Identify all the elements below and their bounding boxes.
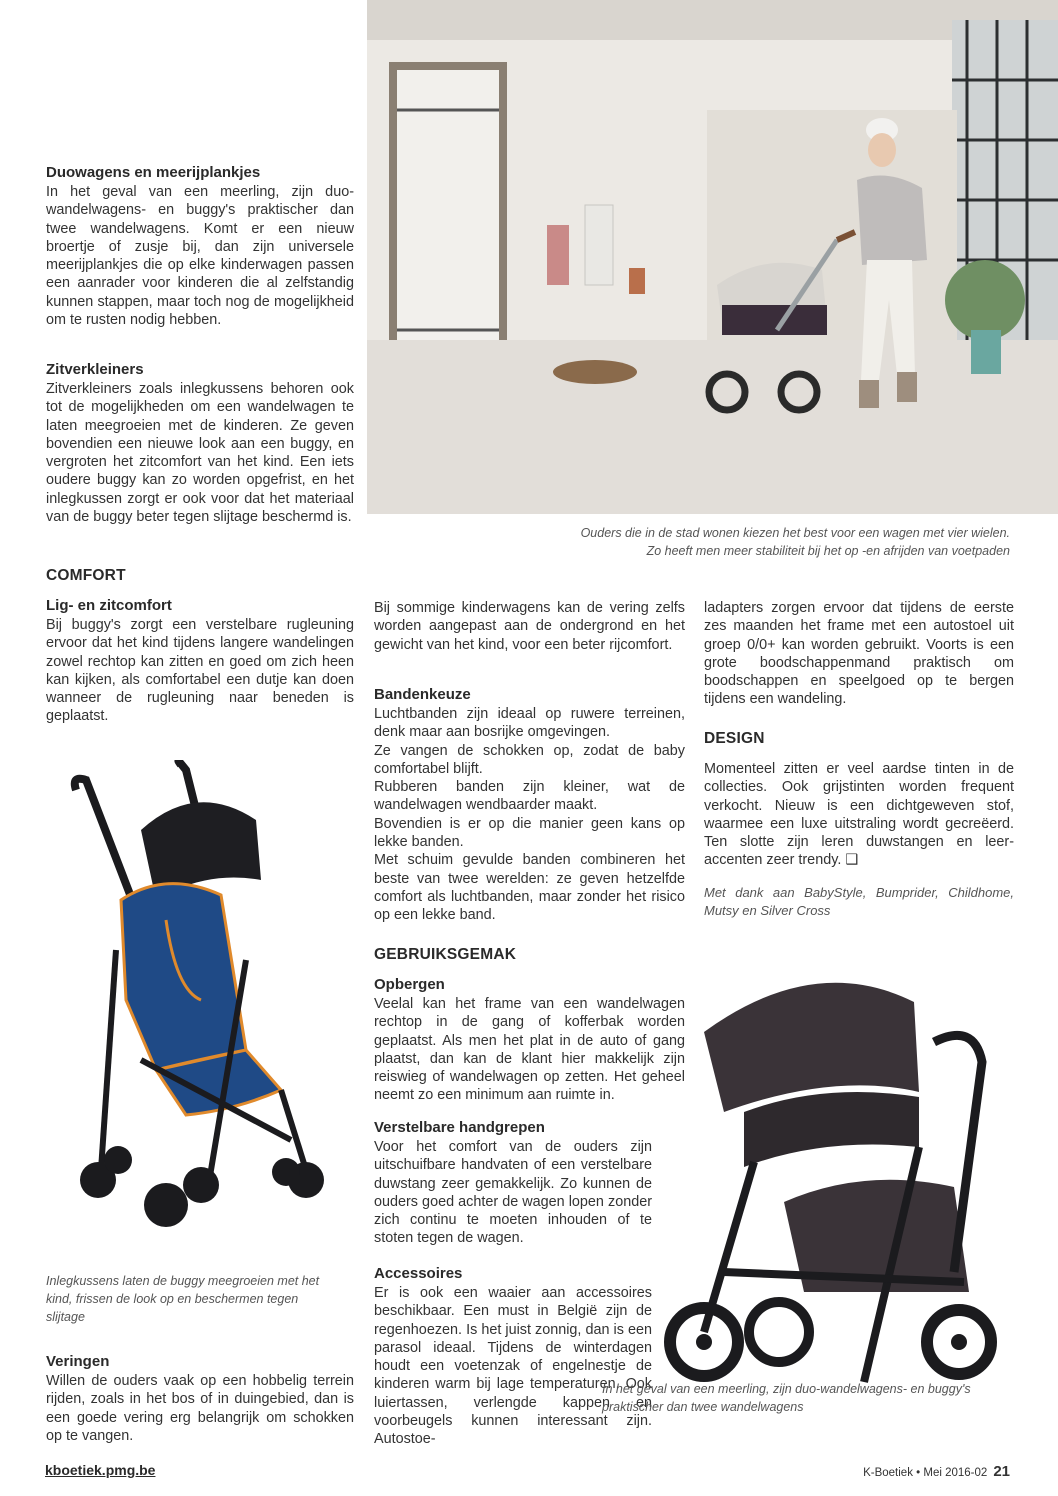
buggy-caption: Inlegkussens laten de buggy meegroeien met het kind, frissen de look op en beschermen tegen slijtage bbox=[46, 1274, 320, 1324]
banden-para-5: Met schuim gevulde banden combineren het beste van twee werelden: ze geven hetzelfde comfort als luchtbanden, maar zonder het risico op een lekke band. bbox=[374, 852, 685, 924]
text-veringen: Willen de ouders vaak op een hobbelig terrein rijden, zoals in het bos of in duingebied, dan is een goede vering erg belangrijk om schokken op te vangen. bbox=[46, 1373, 354, 1444]
hero-photo-interior-stroller bbox=[367, 0, 1058, 514]
section-title-design: DESIGN bbox=[704, 730, 765, 747]
heading-handgrepen: Verstelbare handgrepen bbox=[374, 1119, 545, 1136]
section-veringen bbox=[46, 1353, 354, 1445]
section-handgrepen bbox=[374, 1119, 652, 1248]
duo-stroller-product-image bbox=[664, 962, 1004, 1402]
section-accessoires bbox=[374, 1265, 652, 1449]
publication-label: K-Boetiek • Mei 2016-02 bbox=[863, 1467, 988, 1479]
text-opbergen: Veelal kan het frame van een wandelwagen rechtop in de gang of kofferbak worden geplaatst. Als men het plat in de auto of gang plaatst, dan kan de klant hier makkelijk zijn reiswieg of wandelwagen op zetten. Het geheel neemt zo een minimum aan ruimte in. bbox=[374, 996, 685, 1104]
thanks-credits: Met dank aan BabyStyle, Bumprider, Childhome, Mutsy en Silver Cross bbox=[704, 884, 1014, 918]
footer-publication bbox=[863, 1463, 1010, 1480]
section-gebruiksgemak bbox=[374, 946, 685, 1105]
text-accessoires: Er is ook een waaier aan accessoires beschikbaar. Een must in België zijn de regenhoezen. Is het juist zonnig, dan is een parasol ideaal. Tijdens de winterdagen houdt een voetenzak of engelnestje de kinderen warm bij lage temperaturen. Ook luiertassen, verlengde kappen en voorbeugels kunnen interessant zijn. Autostoe- bbox=[374, 1285, 652, 1448]
banden-para-2: Ze vangen de schokken op, zodat de baby comfortabel blijft. bbox=[374, 742, 685, 777]
col2-intro bbox=[374, 599, 685, 654]
text-duowagens: In het geval van een meerling, zijn duo-wandelwagens- en buggy's praktischer dan twee wandelwagens. Komt er een nieuw broertje of zusje bij, dan zijn universele meerijplankjes die op elke kinderwagen passen een aanrader voor kinderen die al zelfstandig kunnen stappen, maar toch nog de mogelijkheid om te rusten nodig hebben. bbox=[46, 184, 354, 329]
section-design bbox=[704, 730, 1014, 920]
banden-para-1: Luchtbanden zijn ideaal op ruwere terreinen, denk maar aan bosrijke omgevingen. bbox=[374, 706, 685, 741]
text-handgrepen: Voor het comfort van de ouders zijn uitschuifbare handvaten of een verstelbare duwstang zeer gemakkelijk. Zo kunnen de ouders goed achter de wagen lopen zonder zich continu te moeten inhouden of te stoten tegen de wagen. bbox=[374, 1139, 652, 1247]
heading-opbergen: Opbergen bbox=[374, 976, 445, 993]
hero-caption bbox=[470, 524, 1010, 560]
page-number: 21 bbox=[993, 1463, 1010, 1480]
section-bandenkeuze bbox=[374, 686, 685, 925]
duo-caption: In het geval van een meerling, zijn duo-wandelwagens- en buggy's praktischer dan twee wandelwagens bbox=[602, 1382, 971, 1414]
text-design bbox=[704, 760, 1014, 870]
heading-bandenkeuze: Bandenkeuze bbox=[374, 686, 471, 703]
section-zitverkleiners bbox=[46, 361, 354, 526]
banden-para-4: Bovendien is er op die manier geen kans op lekke banden. bbox=[374, 815, 685, 851]
heading-zitverkleiners: Zitverkleiners bbox=[46, 361, 144, 378]
footer-website-link[interactable]: kboetiek.pmg.be bbox=[45, 1462, 156, 1478]
design-text: Momenteel zitten er veel aardse tinten in de collecties. Ook grijstinten worden frequent verkocht. Nieuw is een dichtgeweven stof, waarmee een luxe uitstraling wordt gecreëerd. Ten slotte zijn leren duwstangen en leer-accenten zeer trendy. bbox=[704, 761, 1014, 869]
heading-lig-zitcomfort: Lig- en zitcomfort bbox=[46, 597, 172, 614]
hero-caption-line-2: Zo heeft men meer stabiliteit bij het op -en afrijden van voetpaden bbox=[646, 544, 1010, 558]
section-title-comfort: COMFORT bbox=[46, 567, 126, 584]
col3-intro bbox=[704, 599, 1014, 709]
text-zitverkleiners: Zitverkleiners zoals inlegkussens behoren ook tot de mogelijkheden om een wandelwagen te laten meegroeien met de kinderen. Ze geven bovendien een nieuwe look aan een buggy, en vergroten het zitcomfort van het kind. Een iets oudere buggy kan zo worden opgefrist, en het inlegkussen zorgt er ook voor dat het materiaal van de buggy beter tegen slijtage beschermd is. bbox=[46, 381, 354, 526]
heading-accessoires: Accessoires bbox=[374, 1265, 463, 1282]
buggy-product-image bbox=[46, 760, 346, 1265]
heading-veringen: Veringen bbox=[46, 1353, 110, 1370]
text-autostoeladapters: ladapters zorgen ervoor dat tijdens de eerste zes maanden het frame met een autostoel uit groep 0/0+ kan worden gebruikt. Voorts is een grote boodschappenmand praktisch om boodschappen en speelgoed op te bergen tijdens een wandeling. bbox=[704, 600, 1014, 708]
section-comfort bbox=[46, 567, 354, 726]
heading-duowagens: Duowagens en meerijplankjes bbox=[46, 164, 261, 181]
end-mark: ❑ bbox=[845, 852, 859, 869]
text-lig-zitcomfort: Bij buggy's zorgt een verstelbare rugleuning ervoor dat het kind tijdens langere wandelingen zowel rechtop kan zitten en goed om zich heen kan kijken, als comfortabel een dutje kan doen wanneer de rugleuning naar beneden is geplaatst. bbox=[46, 617, 354, 725]
section-title-gebruiksgemak: GEBRUIKSGEMAK bbox=[374, 946, 517, 963]
banden-para-3: Rubberen banden zijn kleiner, wat de wandelwagen wendbaarder maakt. bbox=[374, 779, 685, 814]
hero-caption-line-1: Ouders die in de stad wonen kiezen het best voor een wagen met vier wielen. bbox=[580, 526, 1010, 540]
text-vering-aangepast: Bij sommige kinderwagens kan de vering zelfs worden aangepast aan de ondergrond en het gewicht van het kind, voor een beter rijcomfort. bbox=[374, 600, 685, 653]
section-duowagens bbox=[46, 164, 354, 329]
